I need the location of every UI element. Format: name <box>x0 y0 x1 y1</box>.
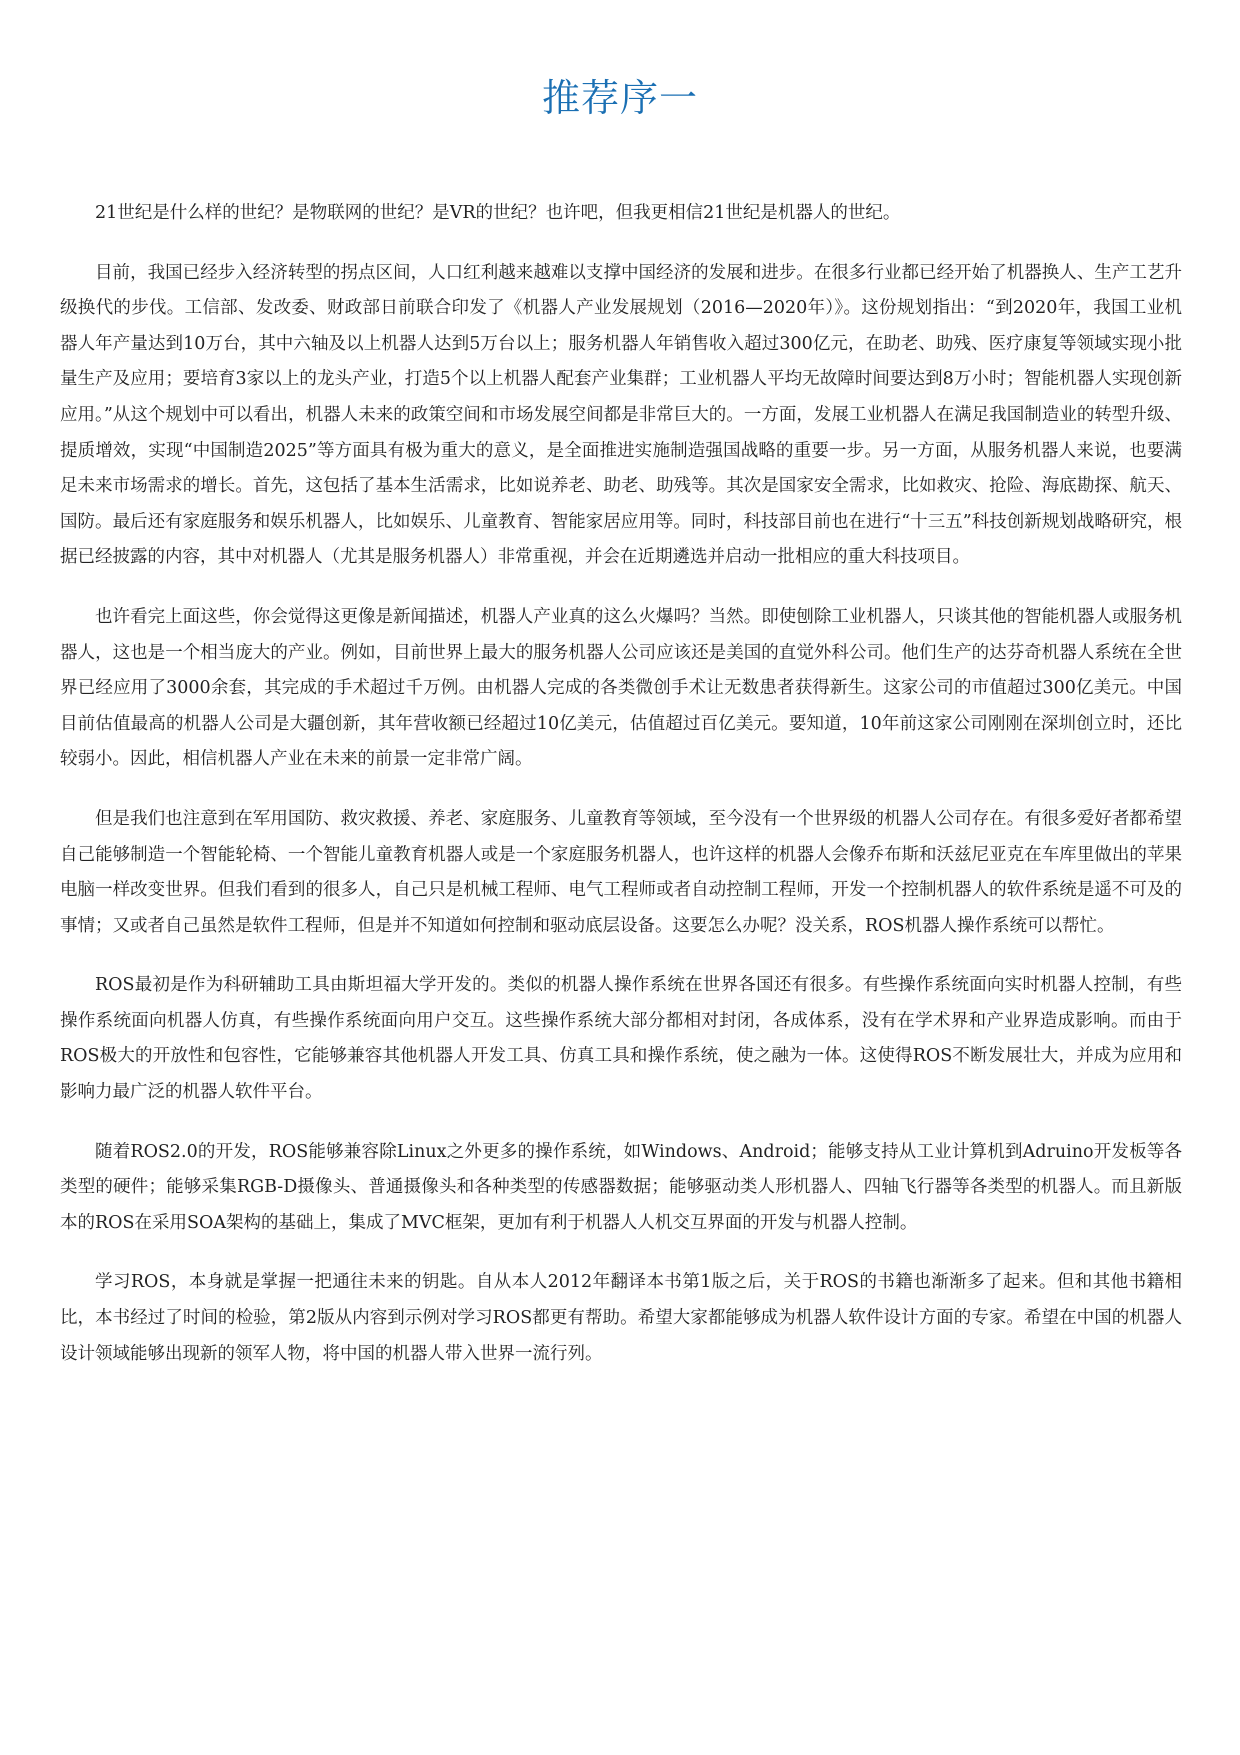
paragraph-7: 学习ROS，本身就是掌握一把通往未来的钥匙。自从本人2012年翻译本书第1版之后，关于ROS的书籍也渐渐多了起来。但和其他书籍相比，本书经过了时间的检验，第2版从内容到示例对学习ROS都更有帮助。希望大家都能够成为机器人软件设计方面的专家。希望在中国的机器人设计领域能够出现新的领军人物，将中国的机器人带入世界一流行列。 <box>60 1272 1182 1364</box>
paragraph-4: 但是我们也注意到在军用国防、救灾救援、养老、家庭服务、儿童教育等领域，至今没有一个世界级的机器人公司存在。有很多爱好者都希望自己能够制造一个智能轮椅、一个智能儿童教育机器人或是一个家庭服务机器人，也许这样的机器人会像乔布斯和沃兹尼亚克在车库里做出的苹果电脑一样改变世界。但我们看到的很多人，自己只是机械工程师、电气工程师或者自动控制工程师，开发一个控制机器人的软件系统是遥不可及的事情；又或者自己虽然是软件工程师，但是并不知道如何控制和驱动底层设备。这要怎么办呢？没关系，ROS机器人操作系统可以帮忙。 <box>60 808 1182 936</box>
body-text <box>60 196 1182 1396</box>
paragraph-5: ROS最初是作为科研辅助工具由斯坦福大学开发的。类似的机器人操作系统在世界各国还有很多。有些操作系统面向实时机器人控制，有些操作系统面向机器人仿真，有些操作系统面向用户交互。这些操作系统大部分都相对封闭，各成体系，没有在学术界和产业界造成影响。而由于ROS极大的开放性和包容性，它能够兼容其他机器人开发工具、仿真工具和操作系统，使之融为一体。这使得ROS不断发展壮大，并成为应用和影响力最广泛的机器人软件平台。 <box>60 975 1182 1103</box>
paragraph-3: 也许看完上面这些，你会觉得这更像是新闻描述，机器人产业真的这么火爆吗？当然。即使刨除工业机器人，只谈其他的智能机器人或服务机器人，这也是一个相当庞大的产业。例如，目前世界上最大的服务机器人公司应该还是美国的直觉外科公司。他们生产的达芬奇机器人系统在全世界已经应用了3000余套，其完成的手术超过千万例。由机器人完成的各类微创手术让无数患者获得新生。这家公司的市值超过300亿美元。中国目前估值最高的机器人公司是大疆创新，其年营收额已经超过10亿美元，估值超过百亿美元。要知道，10年前这家公司刚刚在深圳创立时，还比较弱小。因此，相信机器人产业在未来的前景一定非常广阔。 <box>60 606 1182 770</box>
paragraph-1: 21世纪是什么样的世纪？是物联网的世纪？是VR的世纪？也许吧，但我更相信21世纪是机器人的世纪。 <box>95 203 901 223</box>
paragraph-6: 随着ROS2.0的开发，ROS能够兼容除Linux之外更多的操作系统，如Windows、Android；能够支持从工业计算机到Adruino开发板等各类型的硬件；能够采集RGB-D摄像头、普通摄像头和各种类型的传感器数据；能够驱动类人形机器人、四轴飞行器等各类型的机器人。而且新版本的ROS在采用SOA架构的基础上，集成了MVC框架，更加有利于机器人人机交互界面的开发与机器人控制。 <box>60 1141 1182 1233</box>
page-title: 推荐序一 <box>541 76 698 120</box>
paragraph-2: 目前，我国已经步入经济转型的拐点区间，人口红利越来越难以支撑中国经济的发展和进步。在很多行业都已经开始了机器换人、生产工艺升级换代的步伐。工信部、发改委、财政部日前联合印发了《机器人产业发展规划（2016—2020年）》。这份规划指出：“到2020年，我国工业机器人年产量达到10万台，其中六轴及以上机器人达到5万台以上；服务机器人年销售收入超过300亿元，在助老、助残、医疗康复等领域实现小批量生产及应用；要培育3家以上的龙头产业，打造5个以上机器人配套产业集群；工业机器人平均无故障时间要达到8万小时；智能机器人实现创新应用。”从这个规划中可以看出，机器人未来的政策空间和市场发展空间都是非常巨大的。一方面，发展工业机器人在满足我国制造业的转型升级、提质增效，实现“中国制造2025”等方面具有极为重大的意义，是全面推进实施制造强国战略的重要一步。另一方面，从服务机器人来说，也要满足未来市场需求的增长。首先，这包括了基本生活需求，比如说养老、助老、助残等。其次是国家安全需求，比如救灾、抢险、海底勘探、航天、国防。最后还有家庭服务和娱乐机器人，比如娱乐、儿童教育、智能家居应用等。同时，科技部目前也在进行“十三五”科技创新规划战略研究，根据已经披露的内容，其中对机器人（尤其是服务机器人）非常重视，并会在近期遴选并启动一批相应的重大科技项目。 <box>60 262 1182 568</box>
